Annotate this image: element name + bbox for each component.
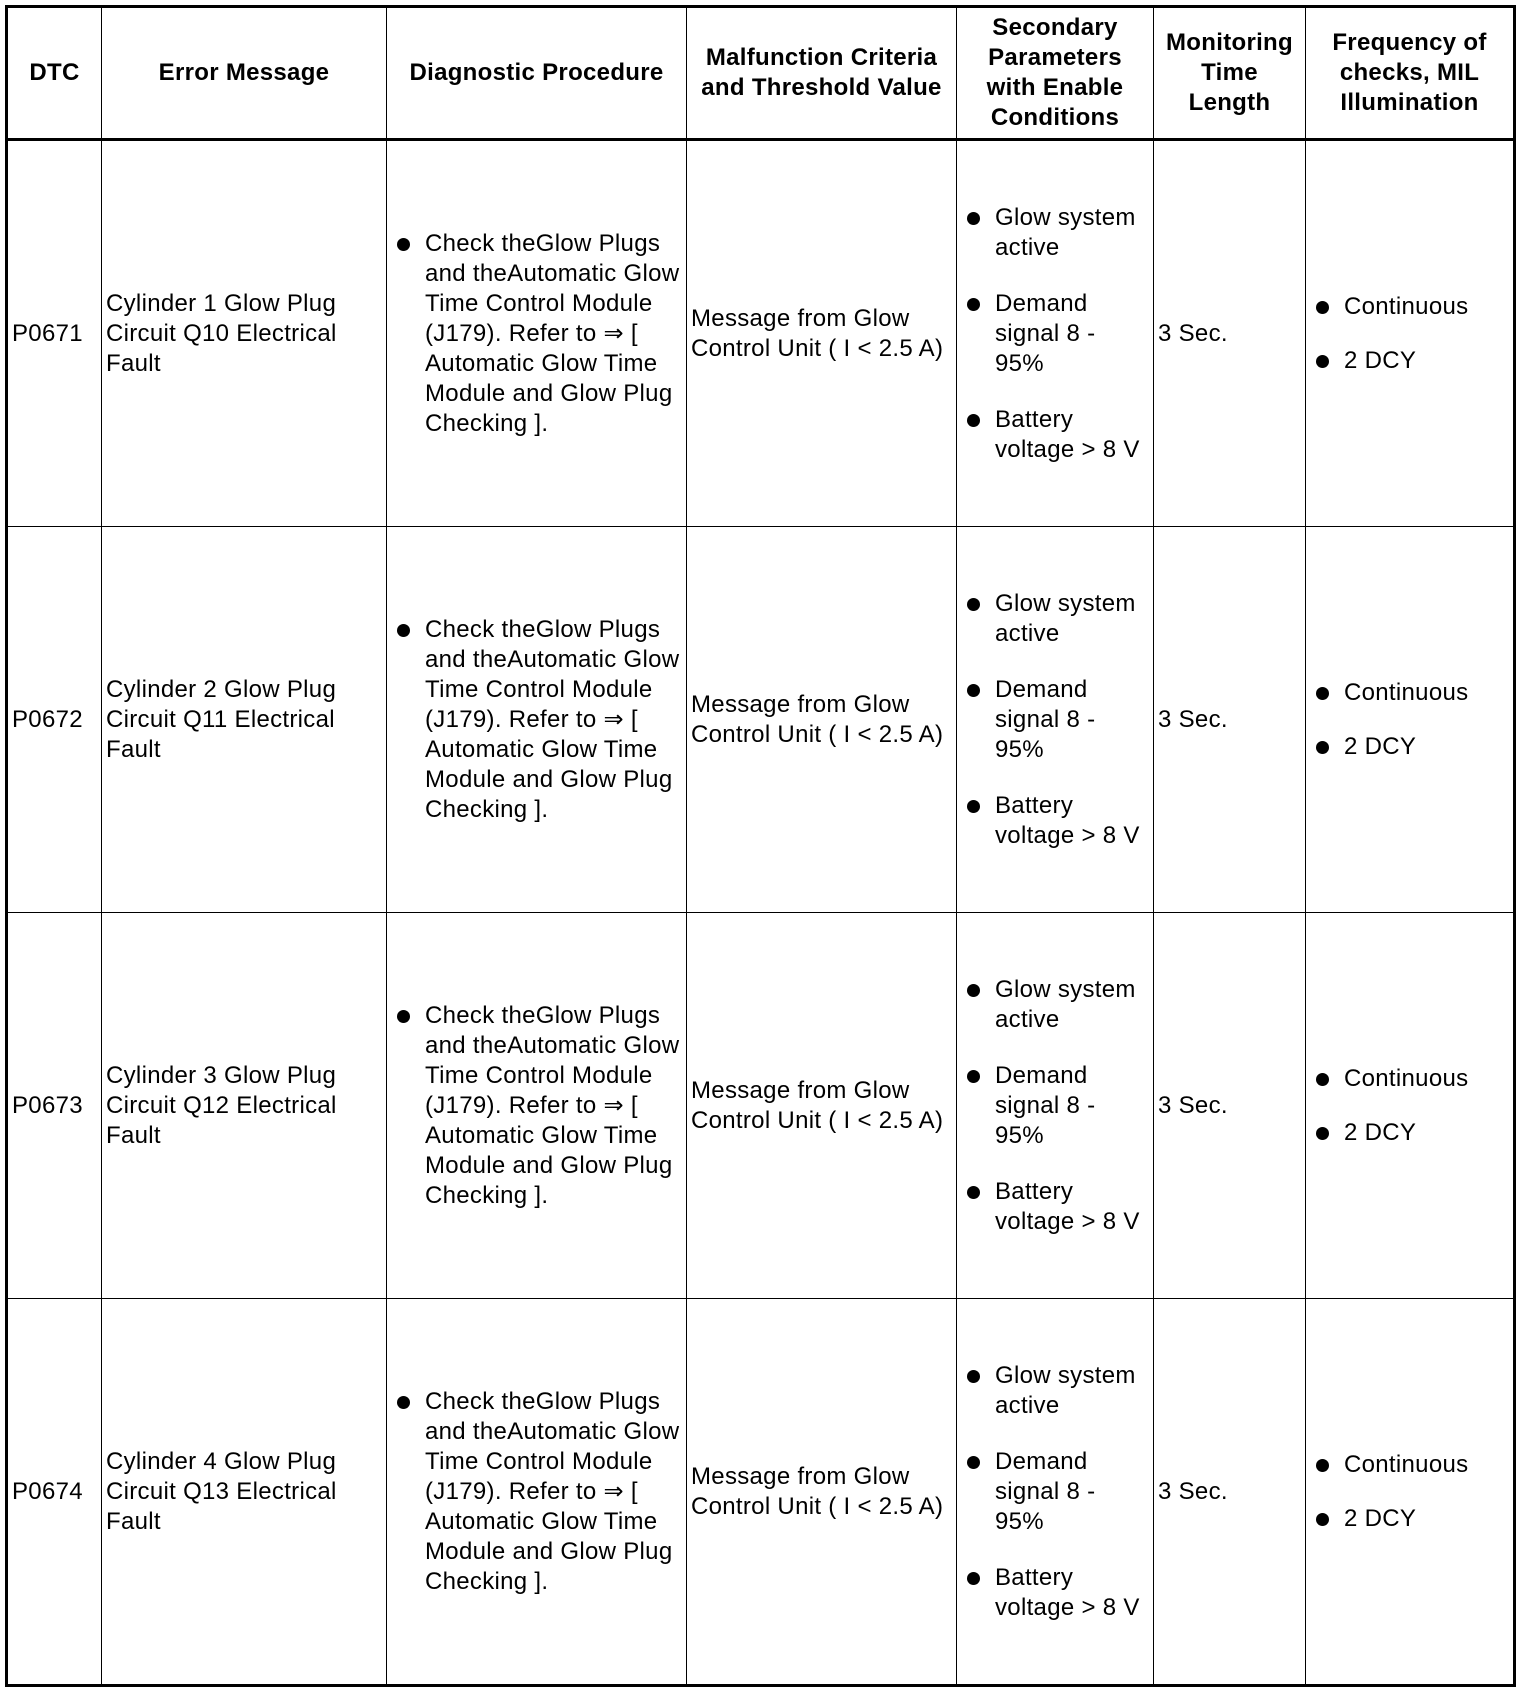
list-item xyxy=(1310,678,1509,708)
header-row xyxy=(7,7,1515,140)
list-item xyxy=(1310,1064,1509,1094)
list-item xyxy=(391,1001,682,1211)
table-row xyxy=(7,140,1515,527)
frequency-text: Continuous xyxy=(1344,1064,1469,1092)
list-item xyxy=(961,203,1149,263)
procedure-text: Check theGlow Plugs and theAutomatic Glow Time Control Module (J179). Refer to ⇒ [ Automatic Glow Time Module and Glow Plug Checking ]. xyxy=(425,615,680,823)
list-item xyxy=(961,589,1149,649)
bullet-icon xyxy=(967,298,980,311)
frequency xyxy=(1306,913,1515,1299)
bullet-icon xyxy=(967,984,980,997)
bullet-icon xyxy=(1316,687,1329,700)
list-item xyxy=(1310,292,1509,322)
secondary-param-text: Glow system active xyxy=(995,975,1136,1033)
secondary-param-text: Glow system active xyxy=(995,589,1136,647)
procedure-text: Check theGlow Plugs and theAutomatic Glow Time Control Module (J179). Refer to ⇒ [ Automatic Glow Time Module and Glow Plug Checking ]. xyxy=(425,1387,680,1595)
secondary-param-text: Battery voltage > 8 V xyxy=(995,1177,1140,1235)
bullet-icon xyxy=(1316,1459,1329,1472)
error-message: Cylinder 2 Glow Plug Circuit Q11 Electrical Fault xyxy=(102,527,387,913)
frequency xyxy=(1306,527,1515,913)
frequency-text: 2 DCY xyxy=(1344,1118,1417,1146)
bullet-icon xyxy=(1316,1513,1329,1526)
secondary-param-text: Demand signal 8 - 95% xyxy=(995,675,1096,763)
bullet-icon xyxy=(967,1370,980,1383)
monitoring-time: 3 Sec. xyxy=(1154,913,1306,1299)
list-item xyxy=(391,1387,682,1597)
list-item xyxy=(1310,1504,1509,1534)
procedure-text: Check theGlow Plugs and theAutomatic Glow Time Control Module (J179). Refer to ⇒ [ Automatic Glow Time Module and Glow Plug Checking ]. xyxy=(425,229,680,437)
monitoring-time: 3 Sec. xyxy=(1154,1299,1306,1686)
list-item xyxy=(391,229,682,439)
header-error-message: Error Message xyxy=(102,7,387,140)
dtc-table xyxy=(5,5,1516,1687)
bullet-icon xyxy=(397,1396,410,1409)
bullet-icon xyxy=(967,684,980,697)
header-malfunction-criteria: Malfunction Criteria and Threshold Value xyxy=(687,7,957,140)
secondary-param-text: Demand signal 8 - 95% xyxy=(995,289,1096,377)
bullet-icon xyxy=(397,1010,410,1023)
secondary-param-text: Glow system active xyxy=(995,1361,1136,1419)
bullet-icon xyxy=(1316,1073,1329,1086)
bullet-icon xyxy=(1316,355,1329,368)
list-item xyxy=(391,615,682,825)
malfunction-criteria: Message from Glow Control Unit ( I < 2.5 A) xyxy=(687,1299,957,1686)
bullet-icon xyxy=(1316,1127,1329,1140)
header-dtc: DTC xyxy=(7,7,102,140)
header-secondary-parameters: Secondary Parameters with Enable Conditions xyxy=(957,7,1154,140)
malfunction-criteria: Message from Glow Control Unit ( I < 2.5 A) xyxy=(687,913,957,1299)
dtc-code: P0674 xyxy=(7,1299,102,1686)
list-item xyxy=(1310,346,1509,376)
dtc-code: P0673 xyxy=(7,913,102,1299)
secondary-parameters xyxy=(957,527,1154,913)
bullet-icon xyxy=(967,414,980,427)
list-item xyxy=(961,1061,1149,1151)
diagnostic-procedure xyxy=(387,913,687,1299)
secondary-parameters xyxy=(957,140,1154,527)
list-item xyxy=(961,975,1149,1035)
secondary-param-text: Demand signal 8 - 95% xyxy=(995,1061,1096,1149)
list-item xyxy=(1310,732,1509,762)
list-item xyxy=(1310,1450,1509,1480)
bullet-icon xyxy=(967,1070,980,1083)
bullet-icon xyxy=(397,238,410,251)
list-item xyxy=(961,289,1149,379)
error-message: Cylinder 4 Glow Plug Circuit Q13 Electrical Fault xyxy=(102,1299,387,1686)
secondary-param-text: Glow system active xyxy=(995,203,1136,261)
bullet-icon xyxy=(967,212,980,225)
list-item xyxy=(961,405,1149,465)
frequency-text: 2 DCY xyxy=(1344,1504,1417,1532)
frequency xyxy=(1306,140,1515,527)
error-message: Cylinder 3 Glow Plug Circuit Q12 Electrical Fault xyxy=(102,913,387,1299)
list-item xyxy=(961,791,1149,851)
frequency-text: Continuous xyxy=(1344,678,1469,706)
list-item xyxy=(961,1447,1149,1537)
list-item xyxy=(961,675,1149,765)
monitoring-time: 3 Sec. xyxy=(1154,527,1306,913)
secondary-parameters xyxy=(957,1299,1154,1686)
bullet-icon xyxy=(967,598,980,611)
header-frequency: Frequency of checks, MIL Illumination xyxy=(1306,7,1515,140)
bullet-icon xyxy=(1316,301,1329,314)
header-diagnostic-procedure: Diagnostic Procedure xyxy=(387,7,687,140)
error-message: Cylinder 1 Glow Plug Circuit Q10 Electrical Fault xyxy=(102,140,387,527)
procedure-text: Check theGlow Plugs and theAutomatic Glow Time Control Module (J179). Refer to ⇒ [ Automatic Glow Time Module and Glow Plug Checking ]. xyxy=(425,1001,680,1209)
bullet-icon xyxy=(1316,741,1329,754)
table-row xyxy=(7,913,1515,1299)
secondary-param-text: Demand signal 8 - 95% xyxy=(995,1447,1096,1535)
bullet-icon xyxy=(397,624,410,637)
frequency xyxy=(1306,1299,1515,1686)
malfunction-criteria: Message from Glow Control Unit ( I < 2.5 A) xyxy=(687,140,957,527)
monitoring-time: 3 Sec. xyxy=(1154,140,1306,527)
table-row xyxy=(7,1299,1515,1686)
diagnostic-procedure xyxy=(387,1299,687,1686)
dtc-code: P0671 xyxy=(7,140,102,527)
secondary-parameters xyxy=(957,913,1154,1299)
frequency-text: 2 DCY xyxy=(1344,346,1417,374)
diagnostic-procedure xyxy=(387,140,687,527)
list-item xyxy=(961,1361,1149,1421)
secondary-param-text: Battery voltage > 8 V xyxy=(995,405,1140,463)
list-item xyxy=(1310,1118,1509,1148)
list-item xyxy=(961,1563,1149,1623)
bullet-icon xyxy=(967,1456,980,1469)
frequency-text: Continuous xyxy=(1344,1450,1469,1478)
bullet-icon xyxy=(967,1186,980,1199)
bullet-icon xyxy=(967,800,980,813)
secondary-param-text: Battery voltage > 8 V xyxy=(995,1563,1140,1621)
malfunction-criteria: Message from Glow Control Unit ( I < 2.5 A) xyxy=(687,527,957,913)
list-item xyxy=(961,1177,1149,1237)
frequency-text: Continuous xyxy=(1344,292,1469,320)
diagnostic-procedure xyxy=(387,527,687,913)
dtc-code: P0672 xyxy=(7,527,102,913)
table-row xyxy=(7,527,1515,913)
bullet-icon xyxy=(967,1572,980,1585)
frequency-text: 2 DCY xyxy=(1344,732,1417,760)
header-monitoring-time: Monitoring Time Length xyxy=(1154,7,1306,140)
secondary-param-text: Battery voltage > 8 V xyxy=(995,791,1140,849)
